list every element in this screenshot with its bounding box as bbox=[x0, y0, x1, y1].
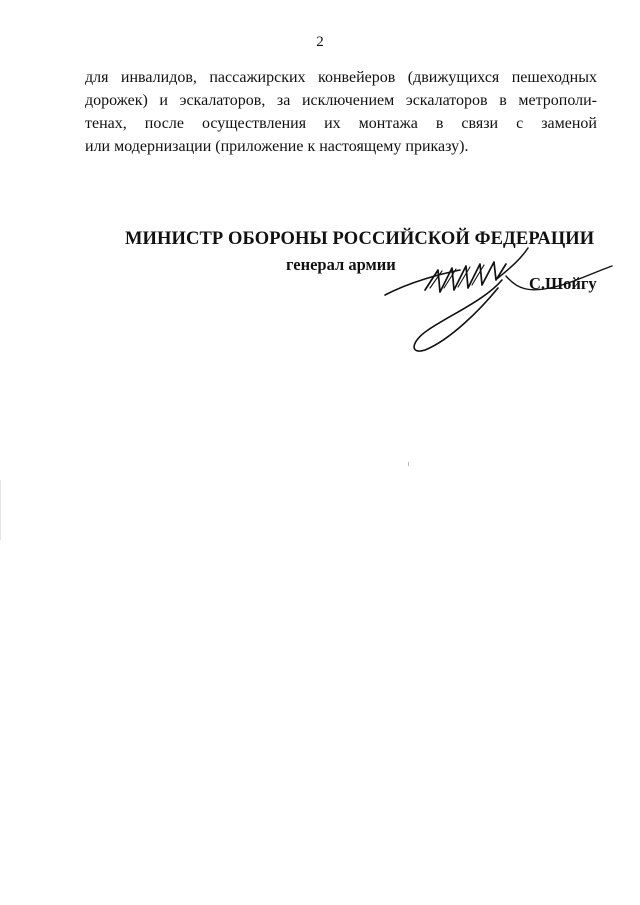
signatory-title: МИНИСТР ОБОРОНЫ РОССИЙСКОЙ ФЕДЕРАЦИИ bbox=[125, 229, 595, 249]
scan-artifact bbox=[408, 462, 409, 466]
handwritten-signature bbox=[380, 230, 620, 360]
signatory-name: С.Шойгу bbox=[529, 274, 597, 293]
scan-edge-artifact bbox=[0, 480, 1, 540]
body-line-3: тенах, после осуществления их монтажа в связи с заменой bbox=[85, 115, 597, 132]
page-number: 2 bbox=[316, 34, 324, 50]
signatory-rank: генерал армии bbox=[286, 255, 396, 274]
body-line-4: или модернизации (приложение к настоящему приказу). bbox=[85, 138, 469, 155]
body-paragraph bbox=[85, 66, 597, 158]
body-line-1: для инвалидов, пассажирских конвейеров (движущихся пешеходных bbox=[85, 69, 597, 86]
body-line-2: дорожек) и эскалаторов, за исключением эскалаторов в метрополи- bbox=[85, 92, 597, 109]
